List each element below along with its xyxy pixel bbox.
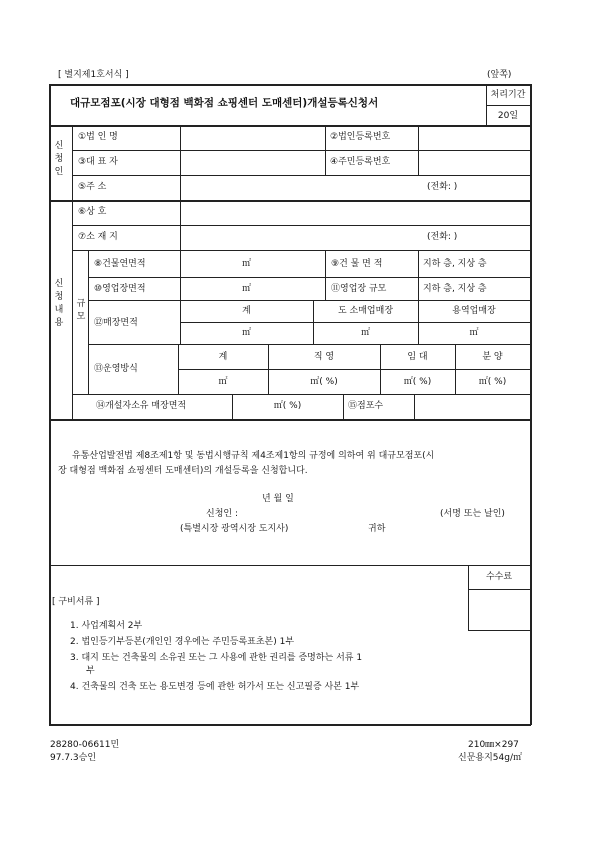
content-row-line2 bbox=[72, 250, 530, 251]
scale-label: 규모 bbox=[76, 299, 86, 322]
sign-or-seal: (서명 또는 날인) bbox=[440, 509, 505, 519]
content-row-line1 bbox=[72, 225, 530, 226]
ops-split-line bbox=[178, 369, 530, 370]
paper-size: 210㎜×297 bbox=[468, 740, 519, 750]
required-doc-item: 1. 사업계획서 2부 bbox=[70, 621, 143, 631]
page-side-label: (앞쪽) bbox=[487, 70, 512, 80]
applicant-phone: (전화: ) bbox=[427, 182, 458, 192]
processing-period-value: 20일 bbox=[497, 111, 519, 121]
owner-area-label: ⑭개설자소유 매장면적 bbox=[96, 401, 187, 411]
form-title: 대규모점포(시장 대형점 백화점 쇼핑센터 도매센터)개설등록신청서 bbox=[70, 97, 379, 109]
docs-top-line bbox=[49, 565, 531, 566]
sales-retail-unit: ㎡ bbox=[360, 328, 370, 338]
owner-area-unit: ㎡( %) bbox=[273, 401, 302, 411]
ops-lease-unit: ㎡( %) bbox=[403, 377, 432, 387]
building-size-label: ⑨건 물 면 적 bbox=[331, 259, 383, 269]
trade-name-label: ⑥상 호 bbox=[78, 207, 107, 217]
applicant-label-divider bbox=[180, 125, 181, 200]
period-split bbox=[486, 105, 530, 106]
address-label: ⑤주 소 bbox=[78, 182, 107, 192]
content-section-divider bbox=[72, 200, 73, 419]
ops-direct-unit: ㎡( %) bbox=[310, 377, 338, 387]
building-area-label: ⑧건물연면적 bbox=[94, 259, 146, 269]
required-doc-item-cont: 부 bbox=[86, 666, 95, 676]
sales-total-label: 계 bbox=[242, 306, 251, 316]
recipient-honorific: 귀하 bbox=[368, 524, 386, 534]
ops-direct-label: 직 영 bbox=[313, 352, 335, 362]
location-phone: (전화: ) bbox=[427, 232, 458, 242]
scale-mid-divider bbox=[325, 250, 326, 300]
frame-left bbox=[49, 84, 51, 725]
business-area-unit: ㎡ bbox=[242, 284, 252, 294]
frame-right bbox=[530, 84, 532, 725]
applicant-section-divider bbox=[72, 125, 73, 200]
fee-label: 수수료 bbox=[485, 572, 513, 582]
required-doc-item: 4. 건축물의 건축 또는 용도변경 등에 관한 허가서 또는 신고필증 사본 1부 bbox=[70, 682, 360, 692]
applicant-row-line2 bbox=[72, 175, 530, 176]
approval-date: 97.7.3승인 bbox=[50, 753, 97, 763]
ops-total-unit: ㎡ bbox=[218, 377, 228, 387]
business-area-label: ⑩영업장면적 bbox=[94, 284, 146, 294]
sales-bottom-line bbox=[88, 344, 530, 345]
statement-line1: 유통산업발전법 제8조제1항 및 동법시행규칙 제4조제1항의 규정에 의하여 위 대규모점포(시 bbox=[72, 451, 435, 461]
ops-sale-label: 분 양 bbox=[482, 352, 503, 362]
title-bottom-line bbox=[49, 125, 531, 127]
business-scale-label: ⑪영업장 규모 bbox=[331, 284, 387, 294]
sales-area-label: ⑫매장면적 bbox=[94, 318, 138, 328]
applicant-sign-label: 신청인 : bbox=[206, 509, 238, 519]
statement-line2: 장 대형점 백화점 쇼핑센터 도매센터)의 개설등록을 신청합니다. bbox=[58, 466, 308, 476]
required-docs-title: [ 구비서류 ] bbox=[52, 597, 100, 607]
scale-row-line1 bbox=[88, 277, 530, 278]
corp-name-label: ①법 인 명 bbox=[78, 132, 118, 142]
form-number: [ 별지제1호서식 ] bbox=[58, 70, 129, 80]
owner-divider3 bbox=[414, 394, 415, 419]
paper-type: 신문용지54g/㎡ bbox=[458, 753, 522, 763]
sales-split-line bbox=[180, 322, 530, 323]
recipient: (특별시장 광역시장 도지사) bbox=[180, 524, 289, 534]
ops-lease-label: 임 대 bbox=[407, 352, 428, 362]
content-bottom-line bbox=[49, 419, 531, 421]
applicant-bottom-line bbox=[49, 200, 531, 202]
building-floors: 지하 층, 지상 층 bbox=[423, 259, 487, 269]
sales-service-unit: ㎡ bbox=[469, 328, 479, 338]
ops-bottom-line bbox=[72, 394, 530, 395]
fee-split-line bbox=[468, 589, 530, 590]
business-floors: 지하 층, 지상 층 bbox=[423, 284, 487, 294]
owner-divider2 bbox=[343, 394, 344, 419]
ops-sale-unit: ㎡( %) bbox=[478, 377, 507, 387]
location-label: ⑦소 재 지 bbox=[78, 232, 118, 242]
applicant-row-line1 bbox=[72, 150, 530, 151]
scale-divider bbox=[88, 250, 89, 394]
ops-total-label: 계 bbox=[218, 352, 228, 362]
sales-service-label: 용역업매장 bbox=[452, 306, 496, 316]
applicant-section-label: 신청인 bbox=[54, 141, 64, 177]
frame-top bbox=[49, 84, 531, 86]
scale-row-line2 bbox=[88, 300, 530, 301]
frame-bottom bbox=[49, 724, 531, 726]
store-count-label: ⑮점포수 bbox=[348, 401, 384, 411]
sales-retail-label: 도 소매업매장 bbox=[337, 306, 394, 316]
representative-label: ③대 표 자 bbox=[78, 157, 118, 167]
statement-date: 년 월 일 bbox=[262, 494, 294, 504]
form-code: 28280-06611민 bbox=[50, 740, 120, 750]
corp-reg-label: ②법인등록번호 bbox=[330, 132, 391, 142]
content-section-label: 신청내용 bbox=[54, 279, 64, 328]
scale-mid-divider2 bbox=[418, 250, 419, 300]
required-doc-item: 2. 법인등기부등본(개인인 경우에는 주민등록표초본) 1부 bbox=[70, 637, 295, 647]
building-area-unit: ㎡ bbox=[242, 259, 252, 269]
resident-no-label: ④주민등록번호 bbox=[330, 157, 391, 167]
required-doc-item: 3. 대지 또는 건축물의 소유권 또는 그 사용에 관한 권리를 증명하는 서류 1 bbox=[70, 653, 363, 663]
operation-label: ⑬운영방식 bbox=[94, 364, 138, 374]
fee-bottom-line bbox=[468, 630, 530, 631]
processing-period-label: 처리기간 bbox=[490, 90, 526, 100]
sales-total-unit: ㎡ bbox=[241, 328, 251, 338]
